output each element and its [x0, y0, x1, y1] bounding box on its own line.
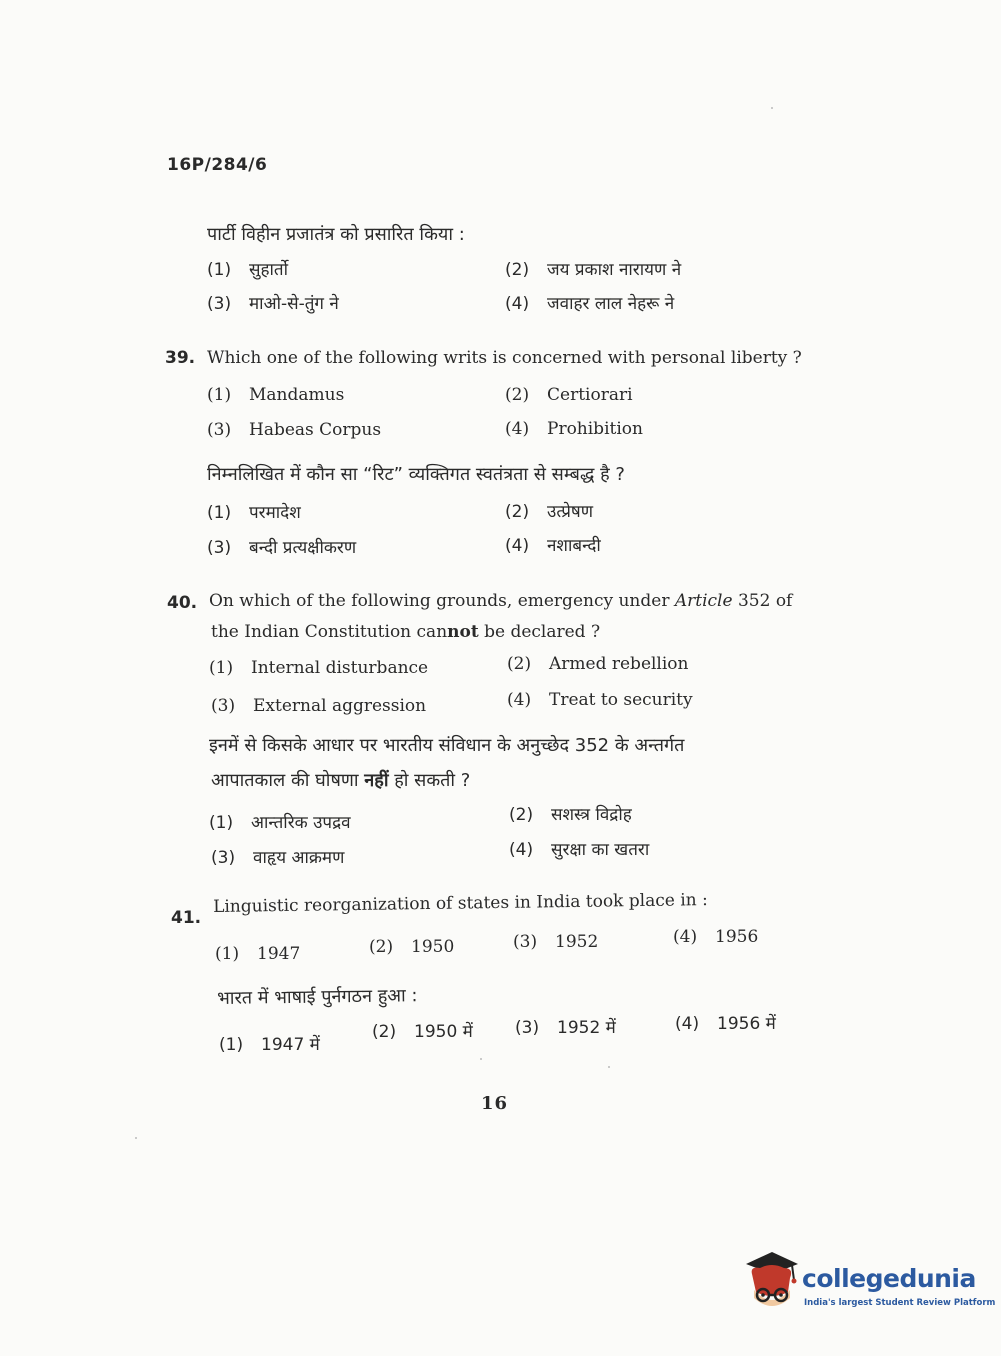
q39-option-4: (4) Prohibition [505, 419, 643, 439]
q38-hindi-option-4: (4) जवाहर लाल नेहरू ने [505, 294, 675, 314]
page-number: 16 [481, 1093, 509, 1114]
q40-hindi-option-2: (2) सशस्त्र विद्रोह [509, 805, 632, 825]
q40-number: 40. [167, 593, 198, 613]
q41-option-4: (4) 1956 [673, 927, 759, 947]
q38-hindi-option-3: (3) माओ-से-तुंग ने [207, 294, 339, 314]
q40-hindi-option-1: (1) आन्तरिक उपद्रव [209, 813, 351, 833]
q40-option-4: (4) Treat to security [507, 690, 693, 710]
q40-hindi-line-2: आपातकाल की घोषणा नहीं हो सकती ? [211, 770, 471, 791]
q40-option-3: (3) External aggression [211, 696, 427, 716]
q40-question-line-2: the Indian Constitution cannot be declared ? [211, 622, 601, 642]
q41-hindi-question: भारत में भाषाई पुर्नगठन हुआ : [217, 985, 418, 1009]
q39-hindi-option-3: (3) बन्दी प्रत्यक्षीकरण [207, 538, 357, 558]
q38-hindi-option-1: (1) सुहार्तो [207, 260, 289, 280]
q39-option-3: (3) Habeas Corpus [207, 420, 382, 440]
q41-question: Linguistic reorganization of states in India took place in : [213, 890, 708, 917]
scan-speck [480, 1058, 482, 1060]
q39-hindi-option-4: (4) नशाबन्दी [505, 536, 601, 556]
q40-hindi-option-3: (3) वाहृय आक्रमण [211, 848, 345, 868]
scan-speck [771, 107, 773, 109]
q41-option-3: (3) 1952 [513, 932, 599, 952]
brand-tagline: India's largest Student Review Platform [804, 1298, 996, 1308]
q40-hindi-line-1: इनमें से किसके आधार पर भारतीय संविधान के अनुच्छेद 352 के अन्तर्गत [209, 735, 685, 756]
q39-hindi-option-2: (2) उत्प्रेषण [505, 502, 594, 522]
q40-hindi-option-4: (4) सुरक्षा का खतरा [509, 840, 650, 860]
q39-hindi-question: निम्नलिखित में कौन सा “रिट” व्यक्तिगत स्वतंत्रता से सम्बद्ध है ? [207, 464, 625, 485]
q41-hindi-option-1: (1) 1947 में [219, 1035, 320, 1055]
q41-option-2: (2) 1950 [369, 937, 455, 957]
q39-number: 39. [165, 348, 196, 368]
graduate-mascot-icon [742, 1250, 802, 1316]
q40-option-2: (2) Armed rebellion [507, 654, 689, 674]
q39-option-2: (2) Certiorari [505, 385, 633, 405]
scan-speck [608, 1066, 610, 1068]
brand-name: collegedunia [802, 1264, 976, 1293]
q38-hindi-option-2: (2) जय प्रकाश नारायण ने [505, 260, 682, 280]
q40-option-1: (1) Internal disturbance [209, 658, 429, 678]
paper-code: 16P/284/6 [167, 155, 268, 175]
q39-hindi-option-1: (1) परमादेश [207, 503, 301, 523]
collegedunia-logo [742, 1250, 996, 1320]
q41-option-1: (1) 1947 [215, 944, 301, 964]
scan-speck [135, 1137, 137, 1139]
q41-hindi-option-4: (4) 1956 में [675, 1014, 776, 1034]
q38-hindi-stem: पार्टी विहीन प्रजातंत्र को प्रसारित किया : [207, 224, 465, 245]
q41-hindi-option-2: (2) 1950 में [372, 1022, 473, 1042]
q39-question: Which one of the following writs is concerned with personal liberty ? [207, 348, 802, 368]
q39-option-1: (1) Mandamus [207, 385, 345, 405]
q40-question-line-1: On which of the following grounds, emergency under Article 352 of [209, 591, 793, 611]
q41-hindi-option-3: (3) 1952 में [515, 1018, 616, 1038]
q41-number: 41. [171, 908, 202, 928]
